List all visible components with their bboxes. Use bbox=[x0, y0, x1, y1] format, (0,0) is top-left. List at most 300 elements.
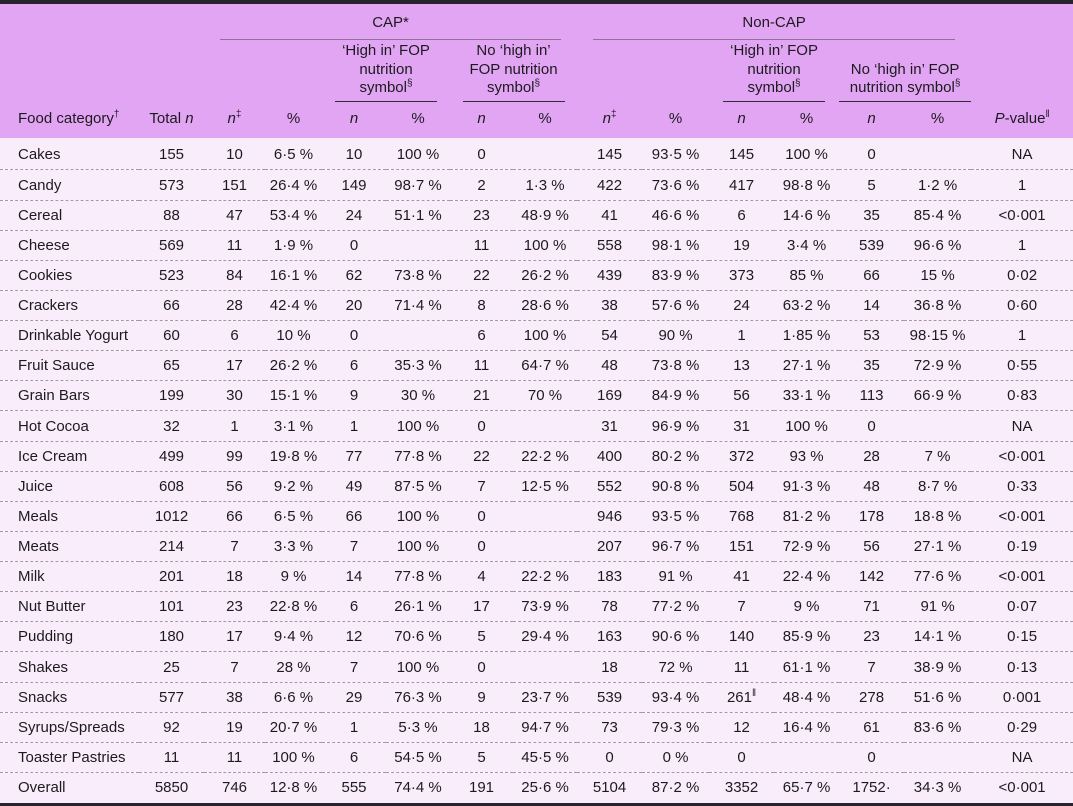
value-cell: 84 bbox=[204, 260, 265, 290]
table-row bbox=[0, 170, 1073, 200]
col-header-food-category: Food category† bbox=[0, 102, 139, 139]
value-cell: 77·2 % bbox=[642, 592, 709, 622]
value-cell: 66·9 % bbox=[904, 381, 971, 411]
value-cell: 77·8 % bbox=[386, 562, 450, 592]
value-cell: 7 bbox=[204, 531, 265, 561]
value-cell: 17 bbox=[450, 592, 513, 622]
value-cell: 26·2 % bbox=[265, 351, 322, 381]
value-cell: 31 bbox=[577, 411, 642, 441]
value-cell: 0·29 bbox=[971, 712, 1073, 742]
value-cell: 0·13 bbox=[971, 652, 1073, 682]
value-cell: 178 bbox=[839, 501, 904, 531]
value-cell: 12 bbox=[709, 712, 774, 742]
double-dagger-footnote-mark: ‡ bbox=[235, 108, 242, 120]
value-cell: 5 bbox=[450, 742, 513, 772]
value-cell: 0 bbox=[450, 411, 513, 441]
value-cell: 88 bbox=[139, 200, 204, 230]
value-cell: 142 bbox=[839, 562, 904, 592]
value-cell: 93·4 % bbox=[642, 682, 709, 712]
spanner-spacer bbox=[971, 2, 1073, 40]
value-cell: 98·15 % bbox=[904, 321, 971, 351]
value-cell: 6 bbox=[322, 742, 386, 772]
value-cell: 2 bbox=[450, 170, 513, 200]
value-cell: 90·6 % bbox=[642, 622, 709, 652]
value-cell: 5·3 % bbox=[386, 712, 450, 742]
value-cell: 66 bbox=[322, 501, 386, 531]
value-cell: 26·4 % bbox=[265, 170, 322, 200]
value-cell: 33·1 % bbox=[774, 381, 839, 411]
value-cell: 1 bbox=[971, 230, 1073, 260]
food-category-cell: Pudding bbox=[0, 622, 139, 652]
value-cell: 100 % bbox=[265, 742, 322, 772]
cap-no-high-in-label: No ‘high in’ FOP nutrition symbol bbox=[469, 41, 558, 97]
value-cell: 90·8 % bbox=[642, 471, 709, 501]
value-cell: 201 bbox=[139, 562, 204, 592]
value-cell: 85·4 % bbox=[904, 200, 971, 230]
value-cell: 19 bbox=[709, 230, 774, 260]
food-category-cell: Ice Cream bbox=[0, 441, 139, 471]
value-cell: 3·1 % bbox=[265, 411, 322, 441]
value-cell bbox=[513, 531, 577, 561]
value-cell: 100 % bbox=[774, 411, 839, 441]
subgroup-spanner-row bbox=[0, 40, 1073, 102]
food-category-cell: Grain Bars bbox=[0, 381, 139, 411]
spanner-spacer bbox=[0, 2, 204, 40]
cap-high-in-label: ‘High in’ FOP nutrition symbol bbox=[342, 41, 430, 97]
value-cell: 151 bbox=[204, 170, 265, 200]
noncap-high-in-header bbox=[709, 40, 839, 102]
value-cell: 84·9 % bbox=[642, 381, 709, 411]
value-cell: 28 bbox=[839, 441, 904, 471]
value-cell: 569 bbox=[139, 230, 204, 260]
noncap-no-high-in-label: No ‘high in’ FOP nutrition symbol bbox=[849, 60, 960, 97]
value-cell: 99 bbox=[204, 441, 265, 471]
col-header-noncap-pct: % bbox=[642, 102, 709, 139]
value-cell: 199 bbox=[139, 381, 204, 411]
value-cell: 79·3 % bbox=[642, 712, 709, 742]
value-cell: 0 bbox=[867, 146, 876, 164]
value-cell: 16·1 % bbox=[265, 260, 322, 290]
value-cell: 1012 bbox=[139, 501, 204, 531]
value-cell: 6 bbox=[450, 321, 513, 351]
food-category-cell: Fruit Sauce bbox=[0, 351, 139, 381]
value-cell: 66 bbox=[204, 501, 265, 531]
value-cell: 10 bbox=[345, 146, 363, 164]
value-cell: 53 bbox=[839, 321, 904, 351]
value-cell: 56 bbox=[709, 381, 774, 411]
value-cell: 14·1 % bbox=[904, 622, 971, 652]
value-cell: 155 bbox=[158, 146, 185, 164]
value-cell: 72·9 % bbox=[904, 351, 971, 381]
value-cell: 0 bbox=[839, 411, 904, 441]
parallel-footnote-mark: ‖ bbox=[752, 687, 757, 699]
value-cell: 63·2 % bbox=[774, 290, 839, 320]
value-cell: 0 bbox=[839, 742, 904, 772]
value-cell: 12·8 % bbox=[265, 772, 322, 804]
value-cell: 768 bbox=[709, 501, 774, 531]
value-cell: NA bbox=[1011, 146, 1033, 164]
value-cell: 28 bbox=[204, 290, 265, 320]
value-cell: 183 bbox=[577, 562, 642, 592]
value-cell bbox=[513, 501, 577, 531]
value-cell: 0 % bbox=[642, 742, 709, 772]
value-cell: 7 % bbox=[904, 441, 971, 471]
food-category-cell: Drinkable Yogurt bbox=[0, 321, 139, 351]
table-row bbox=[0, 682, 1073, 712]
value-cell: 21 bbox=[450, 381, 513, 411]
table-row bbox=[0, 290, 1073, 320]
value-cell: 22·2 % bbox=[513, 562, 577, 592]
value-cell: 145 bbox=[597, 146, 623, 164]
value-cell: 3·3 % bbox=[265, 531, 322, 561]
value-cell: 101 bbox=[139, 592, 204, 622]
value-cell: 0 bbox=[450, 652, 513, 682]
value-cell: 19·8 % bbox=[265, 441, 322, 471]
value-cell: 70 % bbox=[513, 381, 577, 411]
table-row bbox=[0, 471, 1073, 501]
value-cell: 8·7 % bbox=[904, 471, 971, 501]
col-header-cap-n: n‡ bbox=[204, 102, 265, 139]
food-category-cell: Overall bbox=[0, 772, 139, 804]
value-cell: 93·5 % bbox=[651, 146, 700, 164]
value-cell: 71·4 % bbox=[386, 290, 450, 320]
value-cell: 25 bbox=[139, 652, 204, 682]
value-cell: 22·4 % bbox=[774, 562, 839, 592]
value-cell: 9 bbox=[450, 682, 513, 712]
value-cell: 65·7 % bbox=[774, 772, 839, 804]
value-cell: 31 bbox=[709, 411, 774, 441]
food-category-cell: Shakes bbox=[0, 652, 139, 682]
value-cell: 61·1 % bbox=[774, 652, 839, 682]
value-cell: 32 bbox=[139, 411, 204, 441]
table-row bbox=[0, 501, 1073, 531]
value-cell bbox=[904, 742, 971, 772]
value-cell bbox=[904, 411, 971, 441]
value-cell: 1·85 % bbox=[774, 321, 839, 351]
table-row bbox=[0, 742, 1073, 772]
value-cell: 77 bbox=[322, 441, 386, 471]
food-category-cell: Cookies bbox=[0, 260, 139, 290]
value-cell: 16·4 % bbox=[774, 712, 839, 742]
value-cell: 22 bbox=[450, 260, 513, 290]
table-row bbox=[0, 139, 1073, 170]
value-cell: 57·6 % bbox=[642, 290, 709, 320]
value-cell: 72·9 % bbox=[774, 531, 839, 561]
food-category-cell: Juice bbox=[0, 471, 139, 501]
value-cell: 5850 bbox=[139, 772, 204, 804]
value-cell: 91·3 % bbox=[774, 471, 839, 501]
col-header-cap-nohigh-pct: % bbox=[513, 102, 577, 139]
value-cell: 91 % bbox=[642, 562, 709, 592]
table-row bbox=[0, 531, 1073, 561]
value-cell: 9 % bbox=[774, 592, 839, 622]
food-category-cell: Meats bbox=[0, 531, 139, 561]
cap-group-label: CAP* bbox=[372, 14, 409, 31]
value-cell: 12·5 % bbox=[513, 471, 577, 501]
cap-no-high-in-header bbox=[450, 40, 577, 102]
value-cell: 26·2 % bbox=[513, 260, 577, 290]
value-cell: 400 bbox=[577, 441, 642, 471]
value-cell: 85 % bbox=[774, 260, 839, 290]
value-cell: 11 bbox=[204, 230, 265, 260]
value-cell: 0·001 bbox=[971, 682, 1073, 712]
value-cell: 19 bbox=[204, 712, 265, 742]
cap-high-in-header bbox=[322, 40, 450, 102]
noncap-high-in-label: ‘High in’ FOP nutrition symbol bbox=[730, 41, 818, 97]
cap-group-header bbox=[204, 2, 577, 40]
value-cell: 539 bbox=[577, 682, 642, 712]
dagger-footnote-mark: † bbox=[113, 108, 120, 120]
col-header-noncap-n: n‡ bbox=[577, 102, 642, 139]
value-cell: 149 bbox=[322, 170, 386, 200]
value-cell: 14·6 % bbox=[774, 200, 839, 230]
value-cell: 96·7 % bbox=[642, 531, 709, 561]
value-cell: 61 bbox=[839, 712, 904, 742]
value-cell: 7 bbox=[839, 652, 904, 682]
value-cell: <0·001 bbox=[971, 200, 1073, 230]
value-cell: 10 bbox=[226, 146, 243, 164]
double-dagger-footnote-mark: ‡ bbox=[610, 108, 617, 120]
value-cell: 746 bbox=[204, 772, 265, 804]
value-cell: 35·3 % bbox=[386, 351, 450, 381]
value-cell: 145 bbox=[729, 146, 755, 164]
value-cell: 73·8 % bbox=[642, 351, 709, 381]
value-cell: 6·5 % bbox=[273, 146, 314, 164]
value-cell: 24 bbox=[322, 200, 386, 230]
value-cell: 77·6 % bbox=[904, 562, 971, 592]
symbol-footnote-mark: § bbox=[795, 78, 801, 90]
food-category-cell: Syrups/Spreads bbox=[0, 712, 139, 742]
value-cell: 278 bbox=[839, 682, 904, 712]
value-cell: 100 % bbox=[386, 501, 450, 531]
value-cell: 83·6 % bbox=[904, 712, 971, 742]
value-cell: 17 bbox=[204, 351, 265, 381]
value-cell: 169 bbox=[577, 381, 642, 411]
value-cell: 113 bbox=[839, 381, 904, 411]
value-cell: 66 bbox=[839, 260, 904, 290]
value-cell: 214 bbox=[139, 531, 204, 561]
value-cell: 22·8 % bbox=[265, 592, 322, 622]
value-cell: 7 bbox=[709, 592, 774, 622]
value-cell: 90 % bbox=[642, 321, 709, 351]
col-header-noncap-high-pct: % bbox=[774, 102, 839, 139]
col-header-cap-high-n: n bbox=[322, 102, 386, 139]
value-cell: 100 % bbox=[513, 321, 577, 351]
value-cell: 11 bbox=[139, 742, 204, 772]
value-cell: 5 bbox=[839, 170, 904, 200]
noncap-group-header bbox=[577, 2, 971, 40]
value-cell: 64·7 % bbox=[513, 351, 577, 381]
value-cell: 7 bbox=[450, 471, 513, 501]
value-cell: 1 bbox=[971, 170, 1073, 200]
value-cell: 163 bbox=[577, 622, 642, 652]
value-cell: 100 % bbox=[396, 146, 440, 164]
value-cell: 48·4 % bbox=[774, 682, 839, 712]
value-cell bbox=[513, 139, 577, 170]
value-cell bbox=[904, 139, 971, 170]
table-row bbox=[0, 260, 1073, 290]
value-cell: 29 bbox=[322, 682, 386, 712]
value-cell: 7 bbox=[322, 652, 386, 682]
value-cell: 18·8 % bbox=[904, 501, 971, 531]
value-cell: 10 % bbox=[265, 321, 322, 351]
table-row bbox=[0, 562, 1073, 592]
table-row bbox=[0, 200, 1073, 230]
value-cell: 23 bbox=[839, 622, 904, 652]
value-cell bbox=[774, 742, 839, 772]
value-cell: 9 bbox=[322, 381, 386, 411]
column-header-row bbox=[0, 102, 1073, 139]
value-cell: 0 bbox=[450, 501, 513, 531]
value-cell: 18 bbox=[450, 712, 513, 742]
value-cell: 28·6 % bbox=[513, 290, 577, 320]
value-cell: 26·1 % bbox=[386, 592, 450, 622]
value-cell: 80·2 % bbox=[642, 441, 709, 471]
value-cell: 51·1 % bbox=[386, 200, 450, 230]
value-cell: 8 bbox=[450, 290, 513, 320]
value-cell bbox=[513, 652, 577, 682]
value-cell: 11 bbox=[204, 742, 265, 772]
value-cell: 77·8 % bbox=[386, 441, 450, 471]
value-cell: 35 bbox=[839, 351, 904, 381]
value-cell: 48·9 % bbox=[513, 200, 577, 230]
value-cell: 9 % bbox=[265, 562, 322, 592]
value-cell: 98·8 % bbox=[774, 170, 839, 200]
table-header bbox=[0, 2, 1073, 139]
value-cell: 100 % bbox=[513, 230, 577, 260]
value-cell: 0·55 bbox=[971, 351, 1073, 381]
value-cell: 60 bbox=[139, 321, 204, 351]
value-cell: 34·3 % bbox=[904, 772, 971, 804]
value-cell: 30 bbox=[204, 381, 265, 411]
value-cell: 48 bbox=[577, 351, 642, 381]
value-cell: 11 bbox=[709, 652, 774, 682]
value-cell: 6 bbox=[322, 351, 386, 381]
value-cell: 38·9 % bbox=[904, 652, 971, 682]
value-cell: 48 bbox=[839, 471, 904, 501]
value-cell: 24 bbox=[709, 290, 774, 320]
value-cell: 1·2 % bbox=[904, 170, 971, 200]
table-row bbox=[0, 652, 1073, 682]
value-cell: 5 bbox=[450, 622, 513, 652]
value-cell: 27·1 % bbox=[904, 531, 971, 561]
value-cell: 1·9 % bbox=[265, 230, 322, 260]
value-cell: 14 bbox=[322, 562, 386, 592]
value-cell: 81·2 % bbox=[774, 501, 839, 531]
value-cell: 207 bbox=[577, 531, 642, 561]
subspanner-spacer bbox=[0, 40, 322, 102]
value-cell: 6·5 % bbox=[265, 501, 322, 531]
value-cell: 0 bbox=[322, 321, 386, 351]
value-cell: 552 bbox=[577, 471, 642, 501]
value-cell: 73·9 % bbox=[513, 592, 577, 622]
value-cell: 91 % bbox=[904, 592, 971, 622]
value-cell: 0·83 bbox=[971, 381, 1073, 411]
value-cell: 0·02 bbox=[971, 260, 1073, 290]
value-cell: 46·6 % bbox=[642, 200, 709, 230]
value-cell: 15 % bbox=[904, 260, 971, 290]
food-category-cell: Snacks bbox=[0, 682, 139, 712]
value-cell: 23 bbox=[450, 200, 513, 230]
value-cell: 98·1 % bbox=[642, 230, 709, 260]
value-cell: 7 bbox=[204, 652, 265, 682]
value-cell: 93·5 % bbox=[642, 501, 709, 531]
value-cell: 18 bbox=[577, 652, 642, 682]
value-cell: 1 bbox=[709, 321, 774, 351]
value-cell: 439 bbox=[577, 260, 642, 290]
group-spanner-row bbox=[0, 2, 1073, 40]
value-cell: 18 bbox=[204, 562, 265, 592]
parallel-footnote-mark: ‖ bbox=[1045, 108, 1050, 120]
noncap-no-high-in-header bbox=[839, 40, 971, 102]
table-row bbox=[0, 772, 1073, 804]
value-cell bbox=[386, 230, 450, 260]
value-cell: 4 bbox=[450, 562, 513, 592]
value-cell: 0·19 bbox=[971, 531, 1073, 561]
col-header-cap-nohigh-n: n bbox=[450, 102, 513, 139]
food-category-cell: Nut Butter bbox=[0, 592, 139, 622]
value-cell: 65 bbox=[139, 351, 204, 381]
value-cell: 70·6 % bbox=[386, 622, 450, 652]
value-cell: 372 bbox=[709, 441, 774, 471]
value-cell: 539 bbox=[839, 230, 904, 260]
value-cell: 0 bbox=[577, 742, 642, 772]
table-row bbox=[0, 441, 1073, 471]
value-cell: 78 bbox=[577, 592, 642, 622]
value-cell: 5104 bbox=[577, 772, 642, 804]
value-cell: 23·7 % bbox=[513, 682, 577, 712]
value-cell: 6 bbox=[709, 200, 774, 230]
table-body bbox=[0, 139, 1073, 805]
col-header-cap-high-pct: % bbox=[386, 102, 450, 139]
col-header-cap-pct: % bbox=[265, 102, 322, 139]
value-cell: 9·2 % bbox=[265, 471, 322, 501]
food-category-cell: Cheese bbox=[0, 230, 139, 260]
value-cell: 98·7 % bbox=[386, 170, 450, 200]
table-row bbox=[0, 230, 1073, 260]
value-cell: 53·4 % bbox=[265, 200, 322, 230]
value-cell: 0 bbox=[477, 146, 486, 164]
value-cell: 555 bbox=[322, 772, 386, 804]
value-cell: 54 bbox=[577, 321, 642, 351]
value-cell: 1752· bbox=[839, 772, 904, 804]
value-cell: 417 bbox=[709, 170, 774, 200]
value-cell: 73 bbox=[577, 712, 642, 742]
value-cell: 71 bbox=[839, 592, 904, 622]
value-cell: 6·6 % bbox=[265, 682, 322, 712]
value-cell: 0 bbox=[709, 742, 774, 772]
table-row bbox=[0, 592, 1073, 622]
value-cell: 11 bbox=[450, 351, 513, 381]
food-category-cell: Toaster Pastries bbox=[0, 742, 139, 772]
value-cell: 56 bbox=[204, 471, 265, 501]
value-cell: <0·001 bbox=[971, 441, 1073, 471]
value-cell: 42·4 % bbox=[265, 290, 322, 320]
food-category-cell: Candy bbox=[0, 170, 139, 200]
value-cell: 100 % bbox=[785, 146, 828, 164]
value-cell: 73·8 % bbox=[386, 260, 450, 290]
value-cell: 74·4 % bbox=[386, 772, 450, 804]
value-cell: 0·15 bbox=[971, 622, 1073, 652]
value-cell: <0·001 bbox=[971, 562, 1073, 592]
value-cell: 51·6 % bbox=[904, 682, 971, 712]
value-cell: 38 bbox=[204, 682, 265, 712]
value-cell: <0·001 bbox=[971, 501, 1073, 531]
value-cell: 45·5 % bbox=[513, 742, 577, 772]
value-cell: 422 bbox=[577, 170, 642, 200]
value-cell: 9·4 % bbox=[265, 622, 322, 652]
value-cell: 72 % bbox=[642, 652, 709, 682]
